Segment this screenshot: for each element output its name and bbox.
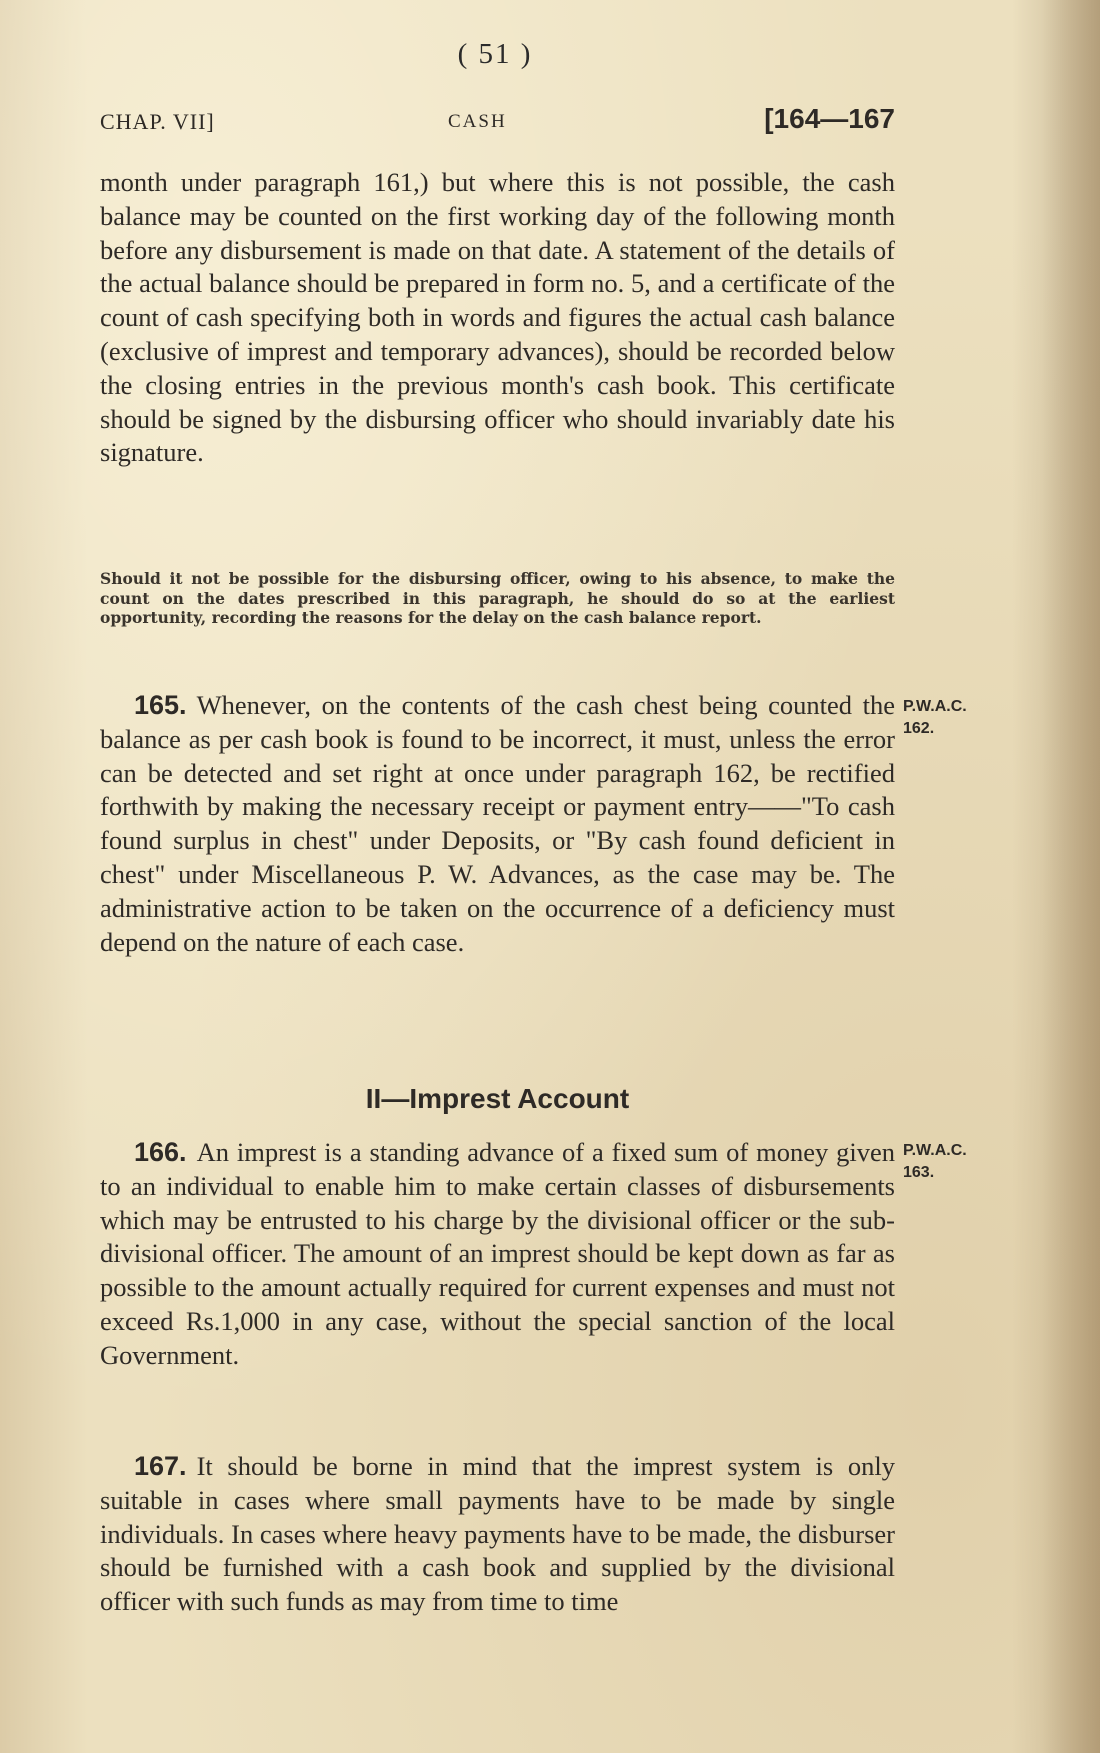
paragraph-number: 166. — [134, 1137, 187, 1167]
paragraph-167 — [100, 1450, 895, 1619]
paragraph-text: An imprest is a standing advance of a fixed sum of money given to an individual to enable him to make certain classes of disbursements which may be entrusted to his charge by the divisional officer or the sub-divisional officer. The amount of an imprest should be kept down as far as possible to the amount actually required for current expenses and must not exceed Rs.1,000 in any case, without the special sanction of the local Government. — [100, 1137, 895, 1370]
page-number: ( 51 ) — [457, 38, 533, 70]
margin-reference-165 — [903, 696, 967, 740]
chapter-label: CHAP. VII] — [100, 109, 215, 134]
margin-reference-166 — [903, 1140, 967, 1184]
running-head — [100, 103, 895, 143]
paragraph-166 — [100, 1136, 895, 1373]
paragraph-text: It should be borne in mind that the imprest system is only suitable in cases where small payments have to be made by single individuals. In cases where heavy payments have to be made, the disburser should be furnished with a cash book and supplied by the divisional officer with such funds as may from time to time — [100, 1451, 895, 1617]
margin-reference-number: 162. — [903, 720, 935, 737]
margin-reference-number: 163. — [903, 1164, 935, 1181]
paragraph-number: 165. — [134, 690, 187, 720]
section-heading: II—Imprest Account — [365, 1083, 630, 1114]
margin-reference-code: P.W.A.C. — [903, 698, 967, 715]
margin-reference-code: P.W.A.C. — [903, 1142, 967, 1159]
continued-paragraph: month under paragraph 161,) but where this is not possible, the cash balance may be counted on the first working day of the following month before any disbursement is made on that date. A statement of the details of the actual balance should be prepared in form no. 5, and a certificate of the count of cash specifying both in words and figures the actual cash balance (exclusive of imprest and temporary advances), should be recorded below the closing entries in the previous month's cash book. This certificate should be signed by the disbursing officer who should invariably date his signature. — [100, 167, 895, 468]
page-edge-shadow — [1042, 0, 1100, 1753]
footnote-note: Should it not be possible for the disbursing officer, owing to his absence, to make the count on the dates prescribed in this paragraph, he should do so at the earliest opportunity, recording the reasons for the delay on the cash balance report. — [100, 569, 895, 627]
paragraph-text: Whenever, on the contents of the cash chest being counted the balance as per cash book is found to be incorrect, it must, unless the error can be detected and set right at once under paragraph 162, be rectified forthwith by making the necessary receipt or payment entry——"To cash found surplus in chest" under Deposits, or "By cash found deficient in chest" under Miscellaneous P. W. Advances, as the case may be. The administrative action to be taken on the occurrence of a deficiency must depend on the nature of each case. — [100, 690, 895, 957]
paragraph-165 — [100, 689, 895, 959]
paragraph-number: 167. — [134, 1451, 187, 1481]
running-title: CASH — [448, 111, 507, 132]
paragraph-range: [164—167 — [764, 103, 895, 134]
